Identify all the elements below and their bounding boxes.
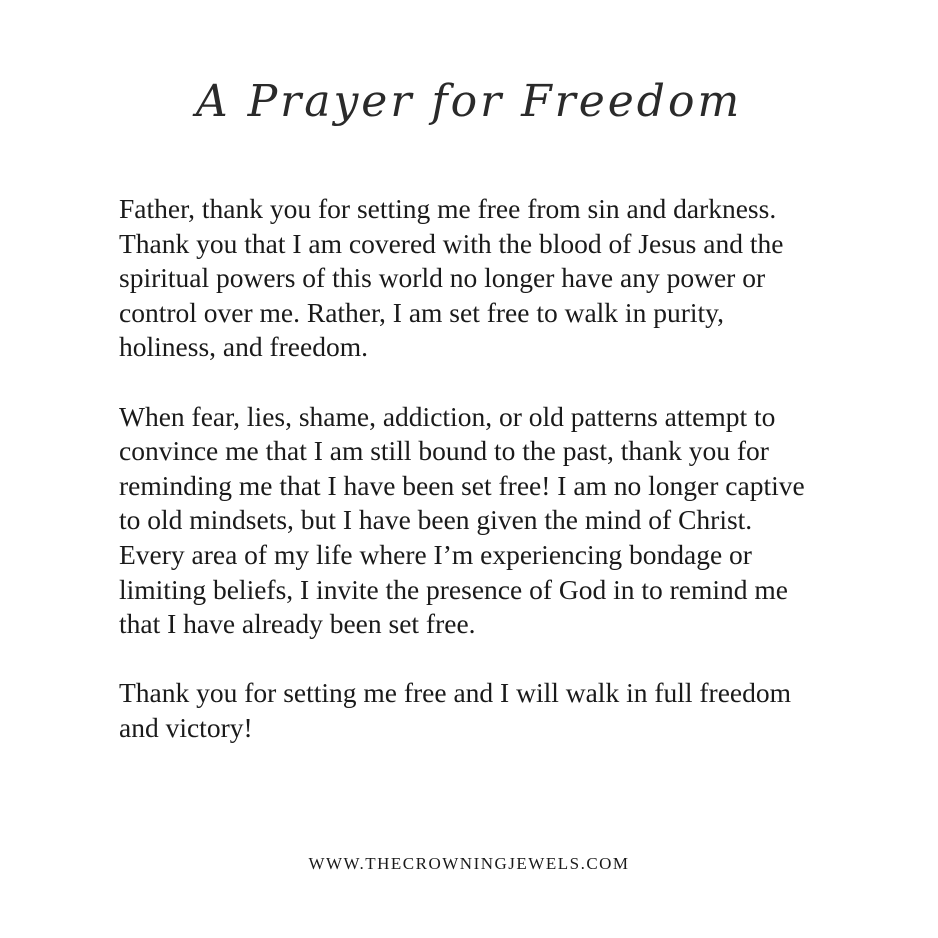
- website-url: WWW.THECROWNINGJEWELS.COM: [308, 854, 630, 873]
- page-title: A Prayer for Freedom: [195, 76, 743, 127]
- prayer-paragraph-1: Father, thank you for setting me free from sin and darkness. Thank you that I am covered with the blood of Jesus and the spiritual powers of this world no longer have any power or control over me. Rather, I am set free to walk in purity, holiness, and freedom.: [119, 193, 784, 363]
- prayer-paragraph-2: When fear, lies, shame, addiction, or old patterns attempt to convince me that I am still bound to the past, thank you for reminding me that I have been set free! I am no longer captive to old mindsets, but I have been given the mind of Christ. Every area of my life where I’m experiencing bondage or limiting beliefs, I invite the presence of God in to remind me that I have already been set free.: [119, 400, 805, 640]
- prayer-body: [119, 192, 819, 746]
- prayer-paragraph-3: Thank you for setting me free and I will walk in full freedom and victory!: [119, 677, 792, 743]
